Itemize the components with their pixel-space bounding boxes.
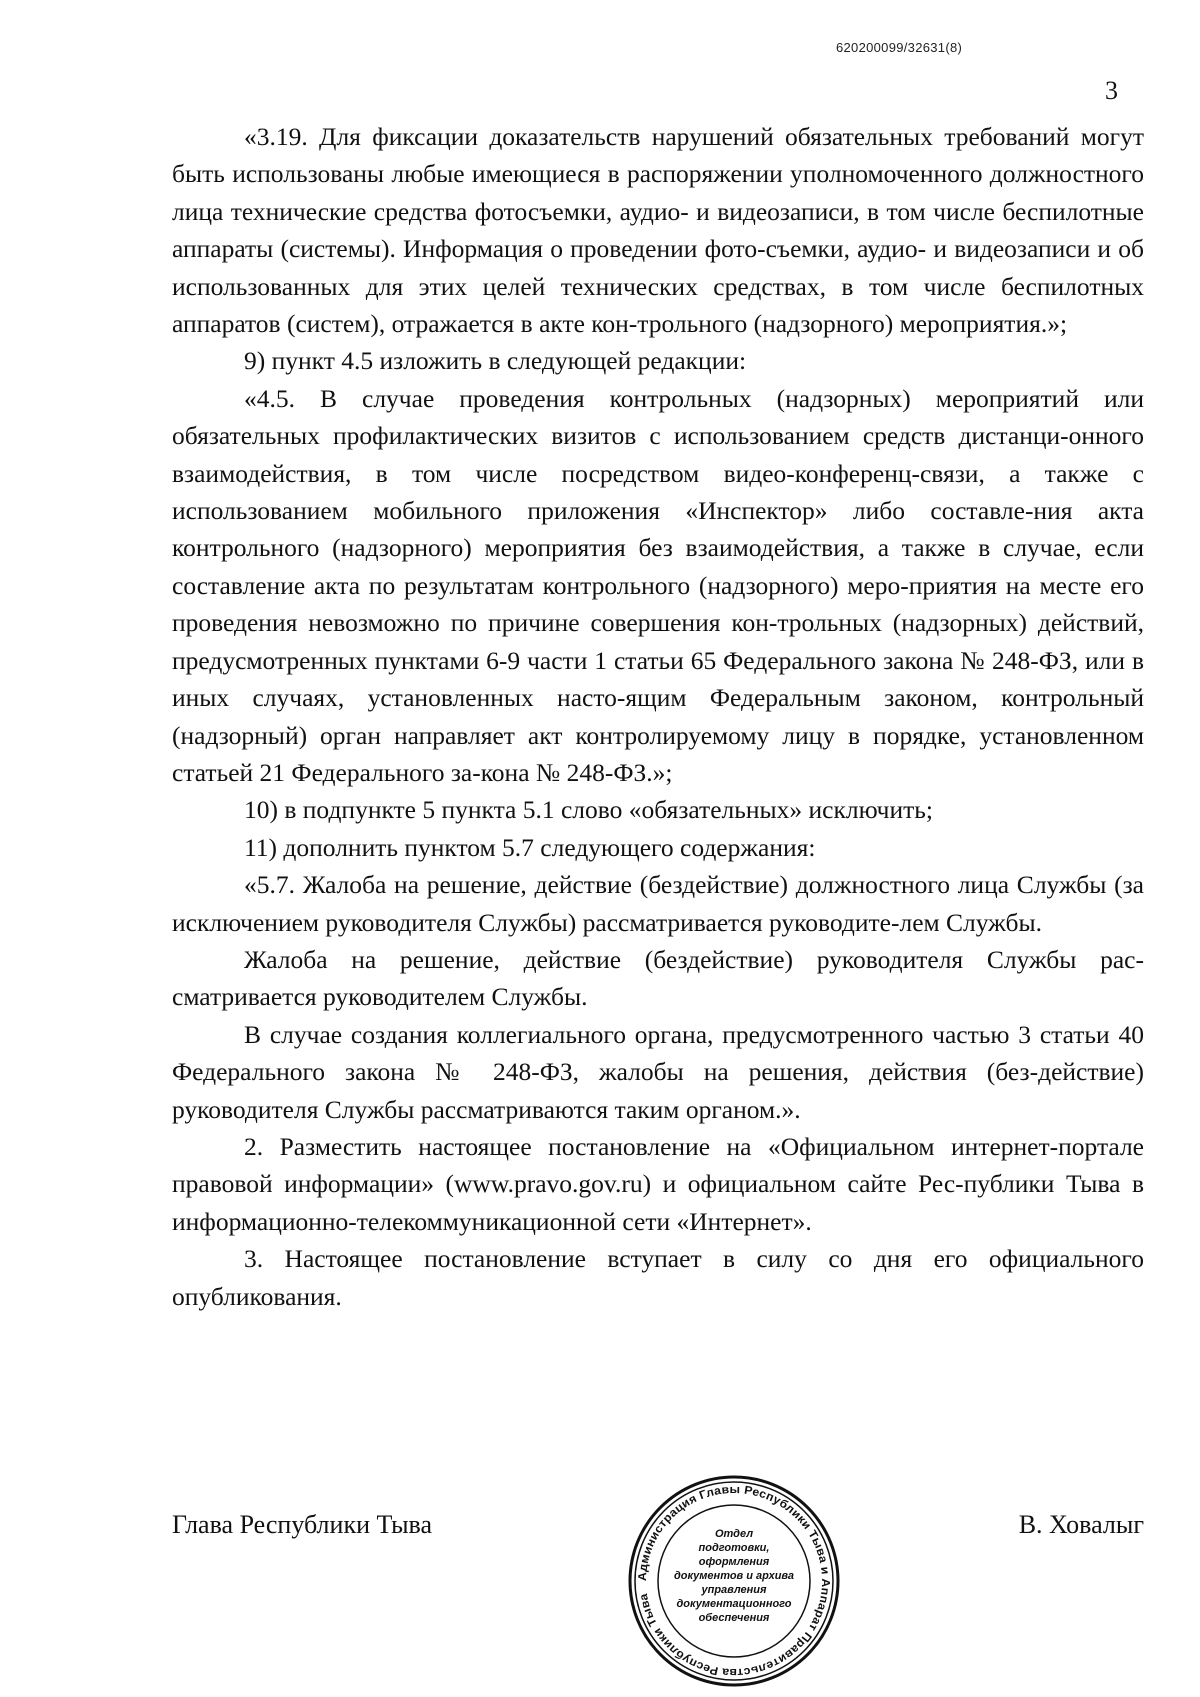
stamp-line-7: обеспечения	[698, 1612, 770, 1624]
page-number: 3	[1105, 76, 1118, 105]
signatory-position: Глава Республики Тыва	[172, 1510, 433, 1539]
stamp-line-3: оформления	[698, 1556, 770, 1568]
stamp-line-1: Отдел	[714, 1528, 754, 1540]
stamp-line-6: документационного	[676, 1598, 792, 1610]
paragraph-4-5: «4.5. В случае проведения контрольных (надзорных) мероприятий или обязательных профилактических визитов с использованием средств дистанци-онного взаимодействия, в том числе посредством видео-конференц-связи, а также с использованием мобильного приложения «Инспектор» либо составле-ния акта контрольного (надзорного) мероприятия без взаимодействия, а также в случае, если составление акта по результатам контрольного (надзорного) меро-приятия на месте его проведения невозможно по причине совершения кон-трольных (надзорных) действий, предусмотренных пунктами 6-9 части 1 статьи 65 Федерального закона № 248-ФЗ, или в иных случаях, установленных насто-ящим Федеральным законом, контрольный (надзорный) орган направляет акт контролируемому лицу в порядке, установленном статьей 21 Федерального за-кона № 248-ФЗ.»;	[172, 383, 1144, 787]
paragraph-complaint-head: Жалоба на решение, действие (бездействие) руководителя Службы рас-сматривается руководителем Службы.	[172, 944, 1144, 1012]
paragraph-point-3: 3. Настоящее постановление вступает в силу со дня его официального опубликования.	[172, 1244, 1144, 1311]
stamp-line-2: подготовки,	[698, 1542, 770, 1554]
stamp-ring-text: Администрация Главы Республики Тыва и Аппарат Правительства Республики Тыва	[636, 1483, 832, 1679]
paragraph-item-9: 9) пункт 4.5 изложить в следующей редакции:	[244, 346, 747, 376]
stamp-line-4: документов и архива	[673, 1570, 795, 1582]
paragraph-item-10: 10) в подпункте 5 пункта 5.1 слово «обязательных» исключить;	[244, 795, 934, 825]
paragraph-3-19: «3.19. Для фиксации доказательств нарушений обязательных требований могут быть использованы любые имеющиеся в распоряжении уполномоченного должностного лица технические средства фотосъемки, аудио- и видеозаписи, в том числе беспилотные аппараты (системы). Информация о проведении фото-съемки, аудио- и видеозаписи и об использованных для этих целей технических средствах, в том числе беспилотных аппаратов (систем), отражается в акте кон-трольного (надзорного) мероприятия.»;	[172, 122, 1144, 339]
paragraph-point-2: 2. Разместить настоящее постановление на «Официальном интернет-портале правовой информации» (www.pravo.gov.ru) и официальном сайте Рес-публики Тыва в информационно-телекоммуникационной сети «Интернет».	[172, 1131, 1144, 1236]
signatory-name: В. Ховалыг	[1018, 1510, 1144, 1539]
stamp-line-5: управления	[701, 1584, 767, 1596]
paragraph-collegial-body: В случае создания коллегиального органа, предусмотренного частью 3 статьи 40 Федерального закона № 248-ФЗ, жалобы на решения, действия (без-действие) руководителя Службы рассматриваются таким органом.».	[172, 1019, 1144, 1124]
paragraph-item-11: 11) дополнить пунктом 5.7 следующего содержания:	[244, 832, 816, 862]
official-seal-stamp	[628, 1475, 840, 1687]
document-body	[172, 118, 1144, 1315]
paragraph-5-7: «5.7. Жалоба на решение, действие (бездействие) должностного лица Службы (за исключением руководителя Службы) рассматривается руководите-лем Службы.	[172, 870, 1144, 937]
document-registration-code: 620200099/32631(8)	[836, 40, 963, 55]
